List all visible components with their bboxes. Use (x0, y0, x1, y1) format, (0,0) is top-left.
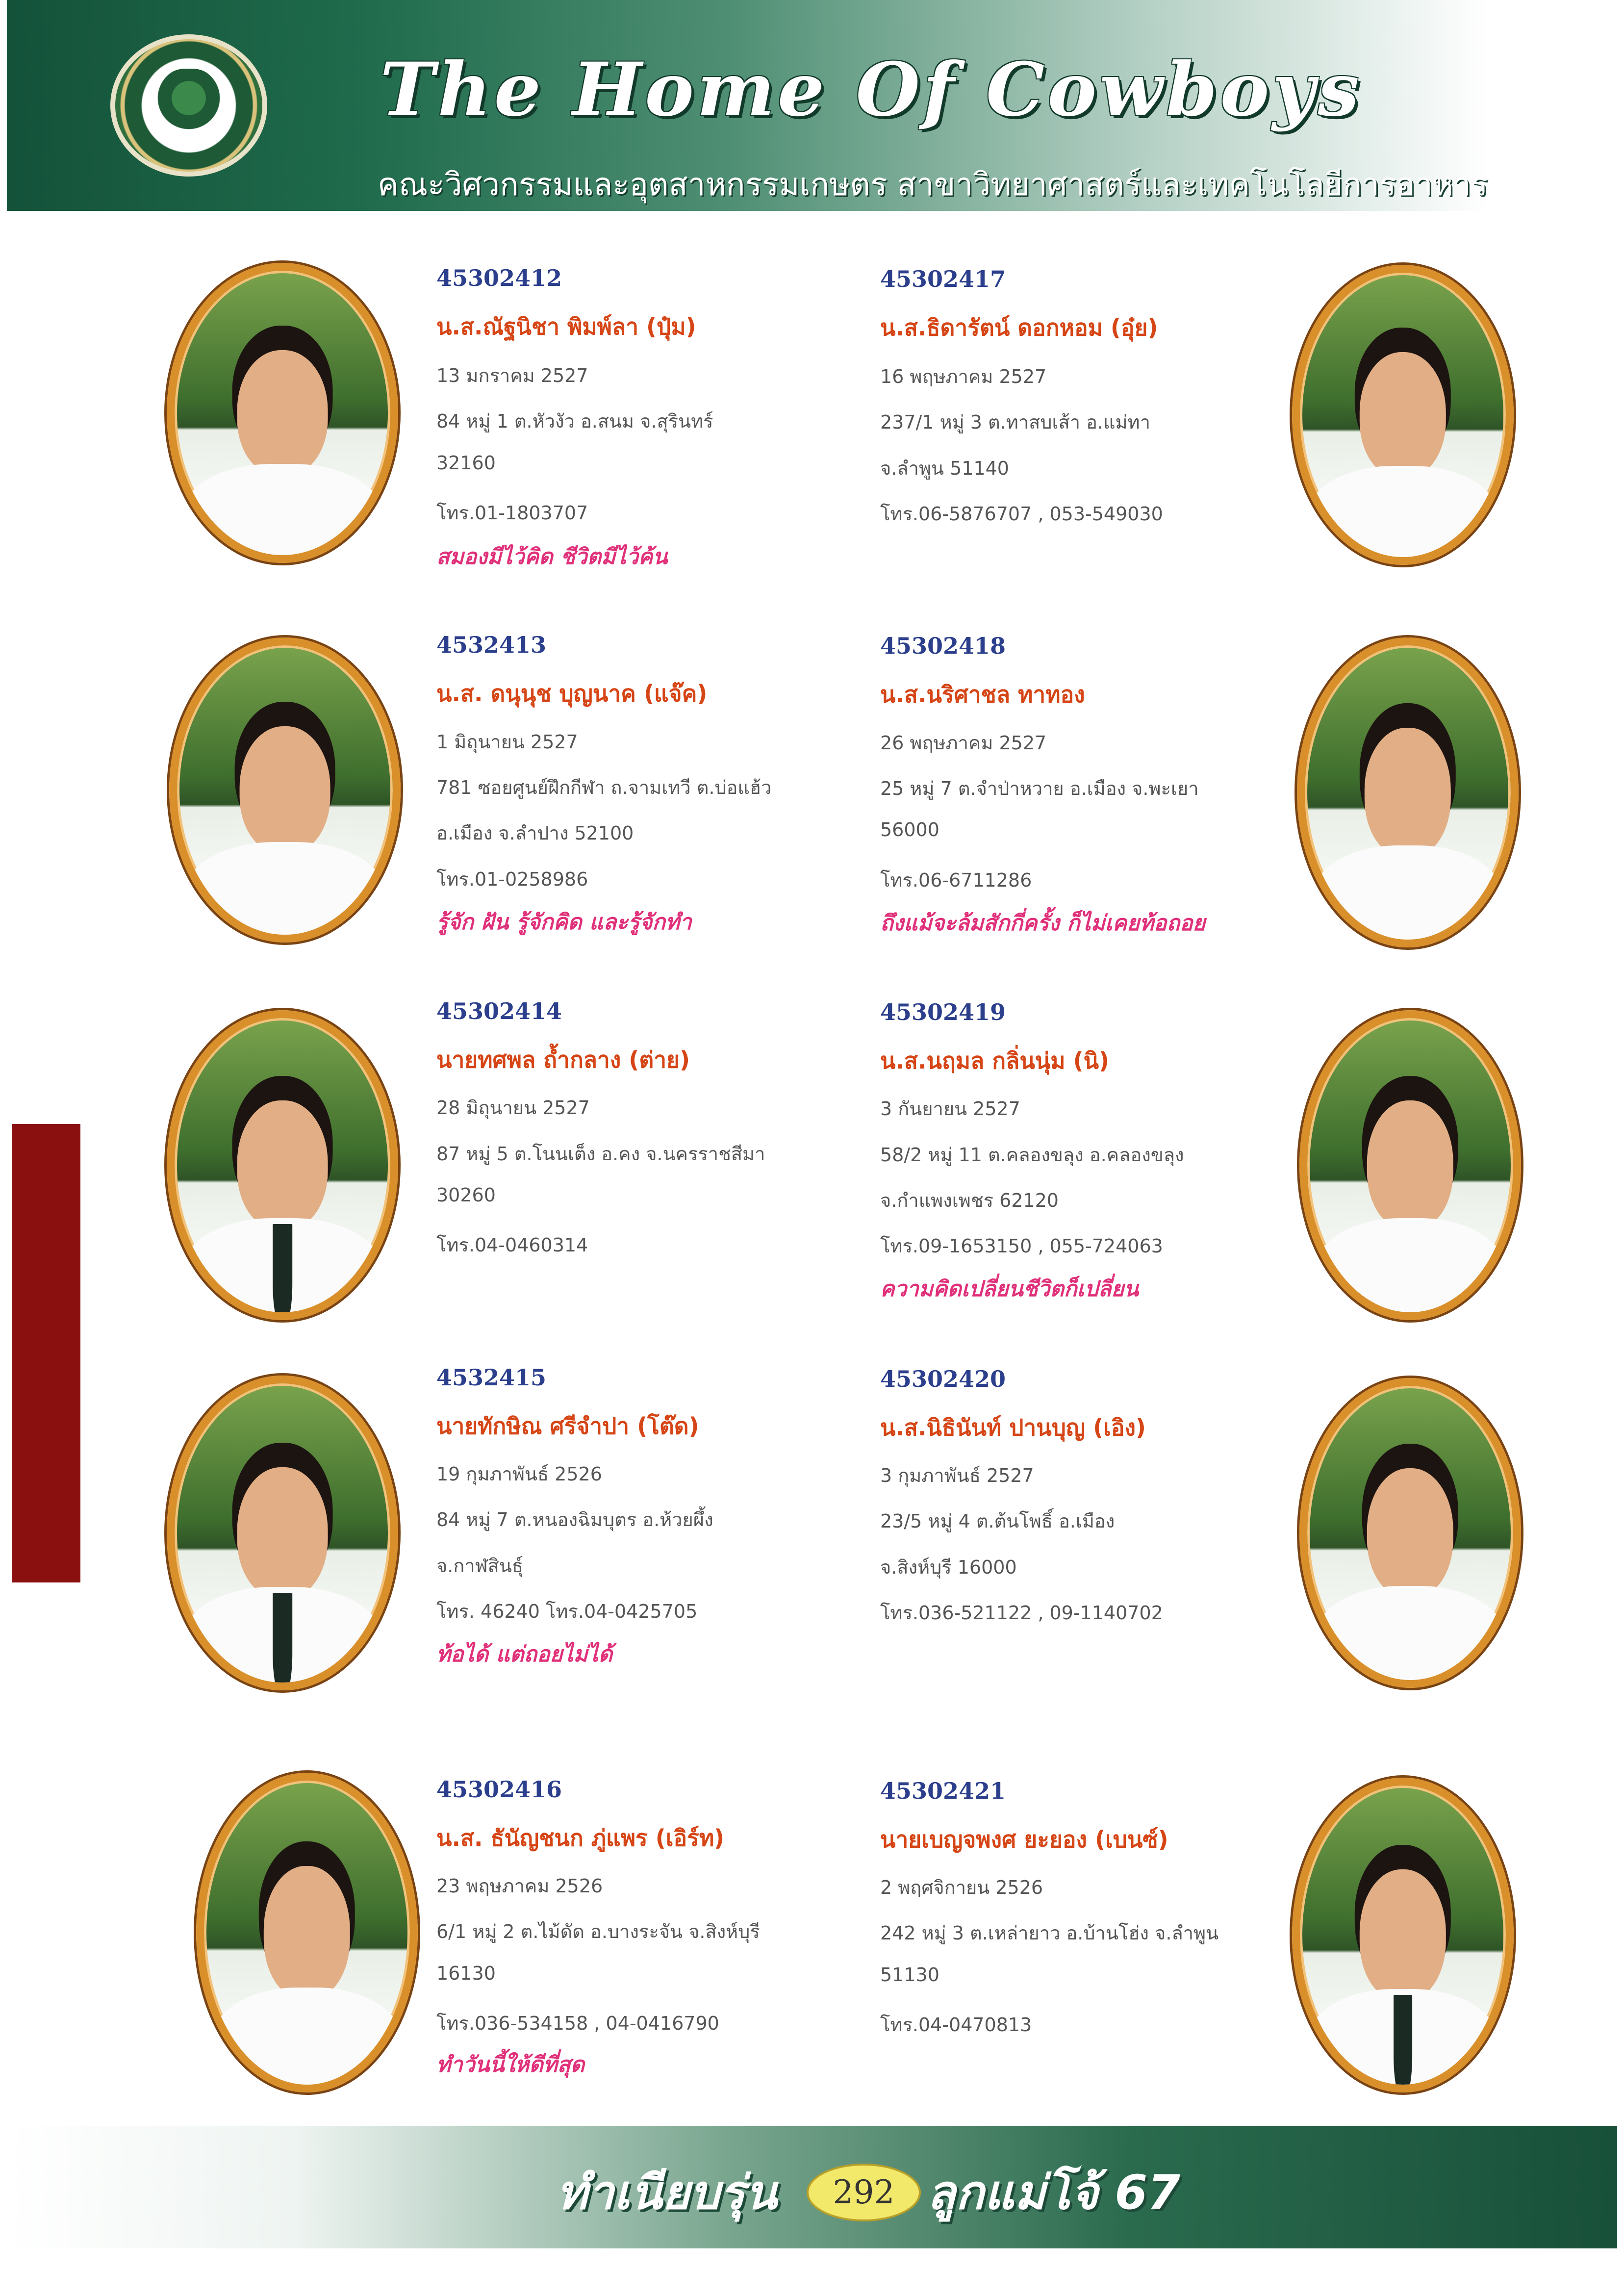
side-accent-bar (12, 1124, 80, 1582)
student-photo (1292, 265, 1514, 565)
student-photo (1299, 1010, 1521, 1320)
student-birth: 1 มิถุนายน 2527 (436, 731, 578, 753)
student-phone: โทร. 46240 โทร.04-0425705 (436, 1601, 698, 1622)
student-motto: รู้จัก ฝัน รู้จักคิด และรู้จักทำ (436, 910, 692, 935)
student-id: 4532413 (436, 632, 547, 658)
student-address: จ.กำแพงเพชร 62120 (880, 1190, 1059, 1211)
student-photo (167, 1010, 398, 1320)
student-phone: โทร.09-1653150 , 055-724063 (880, 1235, 1163, 1257)
student-motto: ท้อได้ แต่ถอยไม่ได้ (436, 1642, 613, 1667)
student-phone: โทร.036-534158 , 04-0416790 (436, 2013, 719, 2034)
student-birth: 19 กุมภาพันธ์ 2526 (436, 1463, 602, 1485)
student-birth: 2 พฤศจิกายน 2526 (880, 1877, 1043, 1898)
student-motto: สมองมีไว้คิด ชีวิตมีไว้ค้น (436, 544, 668, 569)
student-photo (196, 1773, 418, 2092)
student-address: 87 หมู่ 5 ต.โนนเต็ง อ.คง จ.นครราชสีมา (436, 1143, 765, 1165)
student-name: นายทักษิณ ศรีจำปา (โต๊ด) (436, 1413, 699, 1439)
student-birth: 3 กุมภาพันธ์ 2527 (880, 1465, 1034, 1486)
student-photo (167, 263, 398, 563)
student-photo (1299, 1378, 1521, 1688)
student-address: จ.กาฬสินธุ์ (436, 1555, 524, 1577)
page-title: The Home Of Cowboys (380, 47, 1362, 133)
student-id: 45302418 (880, 633, 1006, 659)
student-birth: 23 พฤษภาคม 2526 (436, 1875, 603, 1897)
student-phone: โทร.04-0460314 (436, 1234, 588, 1256)
student-birth: 28 มิถุนายน 2527 (436, 1097, 590, 1119)
university-seal-icon (110, 34, 267, 177)
student-address: 84 หมู่ 1 ต.หัวงัว อ.สนม จ.สุรินทร์ (436, 410, 713, 432)
student-address: อ.เมือง จ.ลำปาง 52100 (436, 822, 634, 844)
student-birth: 13 มกราคม 2527 (436, 365, 588, 386)
student-id: 45302417 (880, 266, 1006, 292)
student-address: 23/5 หมู่ 4 ต.ต้นโพธิ์ อ.เมือง (880, 1510, 1115, 1532)
student-phone: โทร.01-1803707 (436, 502, 588, 524)
student-motto: ถึงแม้จะล้มสักกี่ครั้ง ก็ไม่เคยท้อถอย (880, 911, 1206, 936)
student-id: 4532415 (436, 1364, 547, 1391)
student-motto: ทำวันนี้ให้ดีที่สุด (436, 2052, 585, 2077)
student-address: 84 หมู่ 7 ต.หนองฉิมบุตร อ.ห้วยผึ้ง (436, 1509, 713, 1530)
student-birth: 16 พฤษภาคม 2527 (880, 366, 1047, 387)
student-id: 45302420 (880, 1366, 1006, 1392)
student-name: น.ส.ณัฐนิชา พิมพ์ลา (ปุ๋ม) (436, 313, 696, 340)
seal-emblem (154, 69, 223, 142)
student-id: 45302416 (436, 1776, 562, 1803)
student-address: 242 หมู่ 3 ต.เหล่ายาว อ.บ้านโฮ่ง จ.ลำพูน (880, 1922, 1219, 1944)
student-address: 237/1 หมู่ 3 ต.ทาสบเส้า อ.แม่ทา (880, 411, 1150, 433)
student-name: น.ส.นิธินันท์ ปานบุญ (เอิง) (880, 1414, 1146, 1441)
student-phone: โทร.036-521122 , 09-1140702 (880, 1602, 1163, 1624)
footer-yearbook-label: ทำเนียบรุ่น (557, 2165, 777, 2220)
student-address: จ.ลำพูน 51140 (880, 458, 1009, 479)
student-name: นายทศพล ถ้ำกลาง (ต่าย) (436, 1046, 690, 1073)
student-photo (167, 1376, 398, 1690)
student-photo (1292, 1778, 1514, 2092)
student-name: น.ส. ดนุนุช บุญนาค (แจ๊ค) (436, 680, 708, 707)
student-address: 781 ซอยศูนย์ฝึกกีฬา ถ.จามเทวี ต.บ่อแฮ้ว (436, 777, 772, 798)
student-id: 45302419 (880, 999, 1006, 1025)
student-id: 45302421 (880, 1778, 1006, 1804)
student-address: 25 หมู่ 7 ต.จำป่าหวาย อ.เมือง จ.พะเยา (880, 778, 1199, 799)
student-motto: ความคิดเปลี่ยนชีวิตก็เปลี่ยน (880, 1276, 1139, 1301)
student-phone: โทร.06-5876707 , 053-549030 (880, 503, 1163, 525)
footer-class-label: ลูกแม่โจ้ 67 (927, 2165, 1180, 2220)
student-phone: โทร.06-6711286 (880, 869, 1032, 891)
faculty-subtitle: คณะวิศวกรรมและอุตสาหกรรมเกษตร สาขาวิทยาศาสตร์และเทคโนโลยีการอาหาร (378, 167, 1488, 203)
student-address: 58/2 หมู่ 11 ต.คลองขลุง อ.คลองขลุง (880, 1144, 1184, 1166)
student-id: 45302412 (436, 265, 562, 291)
student-id: 45302414 (436, 998, 562, 1024)
page-number-badge: 292 (807, 2164, 921, 2221)
student-name: น.ส. ธันัญชนก ภู่แพร (เอิร์ท) (436, 1825, 725, 1851)
student-birth: 3 กันยายน 2527 (880, 1098, 1020, 1120)
student-name: น.ส.นริศาชล ทาทอง (880, 681, 1085, 708)
student-address: 30260 (436, 1184, 496, 1206)
student-phone: โทร.01-0258986 (436, 868, 588, 890)
student-name: น.ส.นฤมล กลิ่นนุ่ม (นิ) (880, 1047, 1110, 1074)
student-birth: 26 พฤษภาคม 2527 (880, 732, 1047, 754)
student-address: 6/1 หมู่ 2 ต.ไม้ดัด อ.บางระจัน จ.สิงห์บุรี (436, 1921, 760, 1942)
student-name: นายเบญจพงศ ยะยอง (เบนซ์) (880, 1826, 1168, 1853)
student-photo (1297, 638, 1519, 947)
student-address: 16130 (436, 1963, 496, 1984)
student-address: 51130 (880, 1964, 939, 1986)
student-address: จ.สิงห์บุรี 16000 (880, 1556, 1017, 1578)
student-address: 56000 (880, 819, 939, 841)
student-photo (169, 638, 401, 943)
student-name: น.ส.ธิดารัตน์ ดอกหอม (อุ๋ย) (880, 314, 1158, 341)
student-address: 32160 (436, 452, 496, 474)
student-phone: โทร.04-0470813 (880, 2014, 1032, 2036)
